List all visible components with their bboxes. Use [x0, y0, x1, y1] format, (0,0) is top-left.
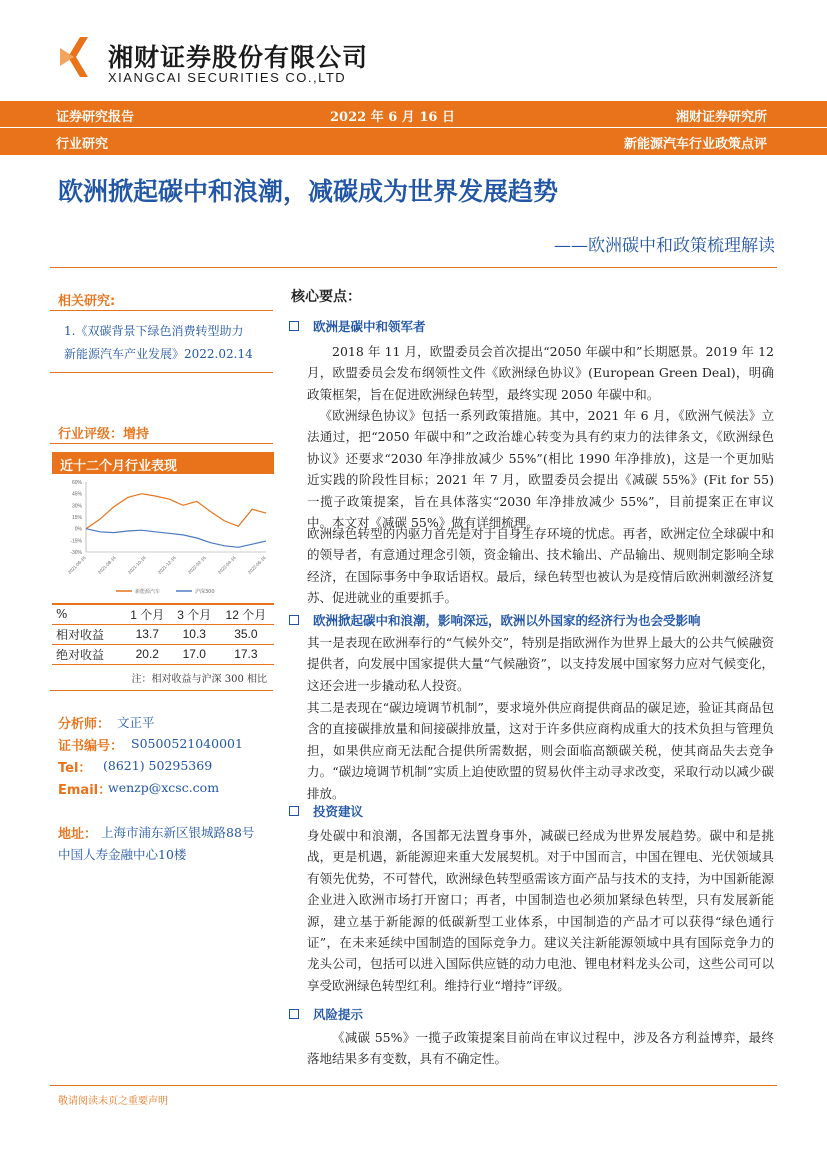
table-row-label: 绝对收益 — [52, 644, 124, 664]
report-category: 行业研究 — [56, 137, 109, 152]
table-cell: 17.0 — [171, 644, 218, 664]
table-cell: 17.3 — [218, 644, 274, 664]
series-line — [86, 494, 266, 529]
header-band-bottom — [0, 128, 827, 155]
y-tick-label: 45% — [71, 491, 82, 498]
y-tick-label: -30% — [70, 550, 82, 556]
report-title: 欧洲掀起碳中和浪潮，减碳成为世界发展趋势 — [58, 177, 559, 206]
divider — [50, 443, 273, 444]
cert-number: S0500521040001 — [131, 736, 243, 751]
divider — [50, 1085, 777, 1086]
header-band-top — [0, 101, 827, 127]
table-header-row — [52, 604, 274, 624]
address-line: 上海市浦东新区银城路88号 — [101, 825, 255, 840]
report-date: 2022 年 6 月 16 日 — [330, 110, 455, 125]
related-research-item[interactable]: 新能源汽车产业发展》2022.02.14 — [64, 347, 253, 361]
address-label: 地址： — [58, 827, 98, 842]
report-type: 证券研究报告 — [56, 110, 135, 125]
address-line: 中国人寿金融中心10楼 — [58, 847, 187, 862]
company-name-en: XIANGCAI SECURITIES CO.,LTD — [108, 70, 347, 85]
company-name-cn: 湘财证券股份有限公司 — [108, 43, 369, 72]
section-heading: 投资建议 — [289, 802, 363, 819]
x-tick-label: 2021-08-16 — [96, 555, 117, 575]
related-research-heading: 相关研究: — [58, 294, 116, 309]
divider — [50, 267, 777, 268]
divider — [50, 690, 273, 691]
company-logo — [58, 34, 104, 80]
section-heading: 欧洲是碳中和领军者 — [289, 317, 426, 334]
table-header-cell: 3 个月 — [171, 604, 218, 624]
paragraph: 身处碳中和浪潮，各国都无法置身事外，减碳已经成为世界发展趋势。碳中和是挑战，更是机遇，新能源迎来重大发展契机。对于中国而言，中国在锂电、光伏领域具有领先优势，不可替代，欧洲绿色转型亟需该方面产品与技术的支持，为中国新能源企业进入欧洲市场打开窗口；再者，中国制造也必须加紧绿色转型，只有发展新能源，建立基于新能源的低碳新型工业体系，中国制造的产品才可以获得“绿色通行证”，在未来延续中国制造的国际竞争力。建议关注新能源领域中具有国际竞争力的龙头公司，包括可以进入国际供应链的动力电池、锂电材料龙头公司，这些公司可以享受欧洲绿色转型红利。维持行业“增持”评级。 — [307, 828, 774, 993]
table-row — [52, 624, 274, 644]
paragraph: 其一是表现在欧洲奉行的“气候外交”，特别是指欧洲作为世界上最大的公共气候融资提供者，向发展中国家提供大量“气候融资”，以支持发展中国家努力应对气候变化，这还会进一步撬动私人投资。 — [307, 635, 774, 693]
footer-disclaimer[interactable]: 敬请阅读末页之重要声明 — [58, 1096, 168, 1107]
table-cell: 35.0 — [218, 624, 274, 644]
x-tick-label: 2022-04-16 — [216, 555, 237, 575]
paragraph: 《欧洲绿色协议》包括一系列政策措施。其中，2021 年 6 月，《欧洲气候法》立法通过，把“2050 年碳中和”之政治雄心转变为具有约束力的法律条文，《欧洲绿色协议》还要求“2030 年净排放减少 55%”(相比 1990 年净排放)，这是一个更加贴近实践的阶段性目标；2021 年 7 月，欧盟委员会提出《减碳 55%》(Fit for 55) 一揽子政策提案，旨在具体落实“2030 年净排放减少 55%”，目前提案正在审议中。本文对《减碳 55%》做有详细梳理。 — [307, 408, 774, 531]
table-header-cell: 1 个月 — [124, 604, 171, 624]
report-subtitle: ——欧洲碳中和政策梳理解读 — [554, 236, 775, 256]
paragraph: 欧洲绿色转型的内驱力首先是对于自身生存环境的忧虑。再者，欧洲定位全球碳中和的领导者，有意通过理念引领，资金输出、技术输出、产品输出、规则制定影响全球经济，在国际事务中争取话语权。最后，绿色转型也被认为是疫情后欧洲刺激经济复苏、促进就业的重要抓手。 — [307, 526, 774, 606]
checkbox-icon — [289, 1009, 299, 1019]
x-tick-label: 2021-06-16 — [66, 555, 87, 575]
table-header-cell: 12 个月 — [218, 604, 274, 624]
table-cell: 20.2 — [124, 644, 171, 664]
section-heading: 欧洲掀起碳中和浪潮，影响深远，欧洲以外国家的经济行为也会受影响 — [289, 611, 701, 628]
y-tick-label: -15% — [70, 538, 82, 545]
checkbox-icon — [289, 321, 299, 331]
table-row — [52, 644, 274, 664]
divider — [50, 310, 273, 311]
table-cell: 13.7 — [124, 624, 171, 644]
table-cell: 10.3 — [171, 624, 218, 644]
section-heading: 风险提示 — [289, 1005, 363, 1022]
y-tick-label: 30% — [71, 503, 82, 510]
table-row-label: 相对收益 — [52, 624, 124, 644]
email-label: Email： — [58, 783, 112, 798]
checkbox-icon — [289, 615, 299, 625]
y-tick-label: 15% — [71, 515, 82, 521]
paragraph: 2018 年 11 月，欧盟委员会首次提出“2050 年碳中和”长期愿景。2019 年 12 月，欧盟委员会发布纲领性文件《欧洲绿色协议》(European Green Deal)，明确政策框架，旨在促进欧洲绿色转型，最终实现 2050 年碳中和。 — [307, 344, 774, 402]
performance-table — [52, 603, 274, 665]
x-tick-label: 2021-10-16 — [126, 555, 147, 575]
table-header-cell: % — [52, 604, 124, 624]
cert-label: 证书编号： — [58, 739, 124, 754]
y-tick-label: 60% — [71, 480, 82, 486]
analyst-label: 分析师： — [58, 717, 111, 732]
series-line — [86, 529, 266, 548]
divider — [50, 372, 273, 373]
legend-label: 沪深300 — [195, 589, 215, 595]
performance-heading: 近十二个月行业表现 — [52, 452, 274, 474]
x-tick-label: 2022-06-16 — [246, 555, 267, 575]
tel-label: Tel： — [58, 761, 92, 776]
industry-rating: 行业评级：增持 — [58, 427, 150, 442]
research-institute: 湘财证券研究所 — [675, 110, 767, 125]
paragraph: 其二是表现在“碳边境调节机制”，要求境外供应商提供商品的碳足迹，验证其商品包含的直接碳排放量和间接碳排放量，这对于许多供应商构成重大的技术负担与管理负担，如果供应商无法配合提供所需数据，则会面临高额碳关税，使其商品失去竞争力。“碳边境调节机制”实质上迫使欧盟的贸易伙伴主动寻求改变，采取行动以减少碳排放。 — [307, 700, 774, 801]
report-subcategory: 新能源汽车行业政策点评 — [623, 137, 767, 152]
paragraph: 《减碳 55%》一揽子政策提案目前尚在审议过程中，涉及各方利益博弈，最终落地结果多有变数，具有不确定性。 — [307, 1030, 774, 1067]
analyst-name: 文正平 — [117, 715, 155, 730]
table-note: 注：相对收益与沪深 300 相比 — [131, 674, 267, 685]
related-research-item[interactable]: 1.《双碳背景下绿色消费转型助力 — [64, 324, 244, 338]
email-address[interactable]: wenzp@xcsc.com — [108, 780, 220, 795]
performance-chart — [52, 474, 274, 598]
y-tick-label: 0% — [74, 526, 82, 533]
checkbox-icon — [289, 806, 299, 816]
legend-label: 新能源汽车 — [135, 589, 161, 595]
x-tick-label: 2022-02-16 — [186, 555, 207, 575]
tel-number: (8621) 50295369 — [103, 758, 213, 773]
x-tick-label: 2021-12-16 — [156, 555, 177, 575]
core-points-title: 核心要点： — [291, 289, 361, 305]
